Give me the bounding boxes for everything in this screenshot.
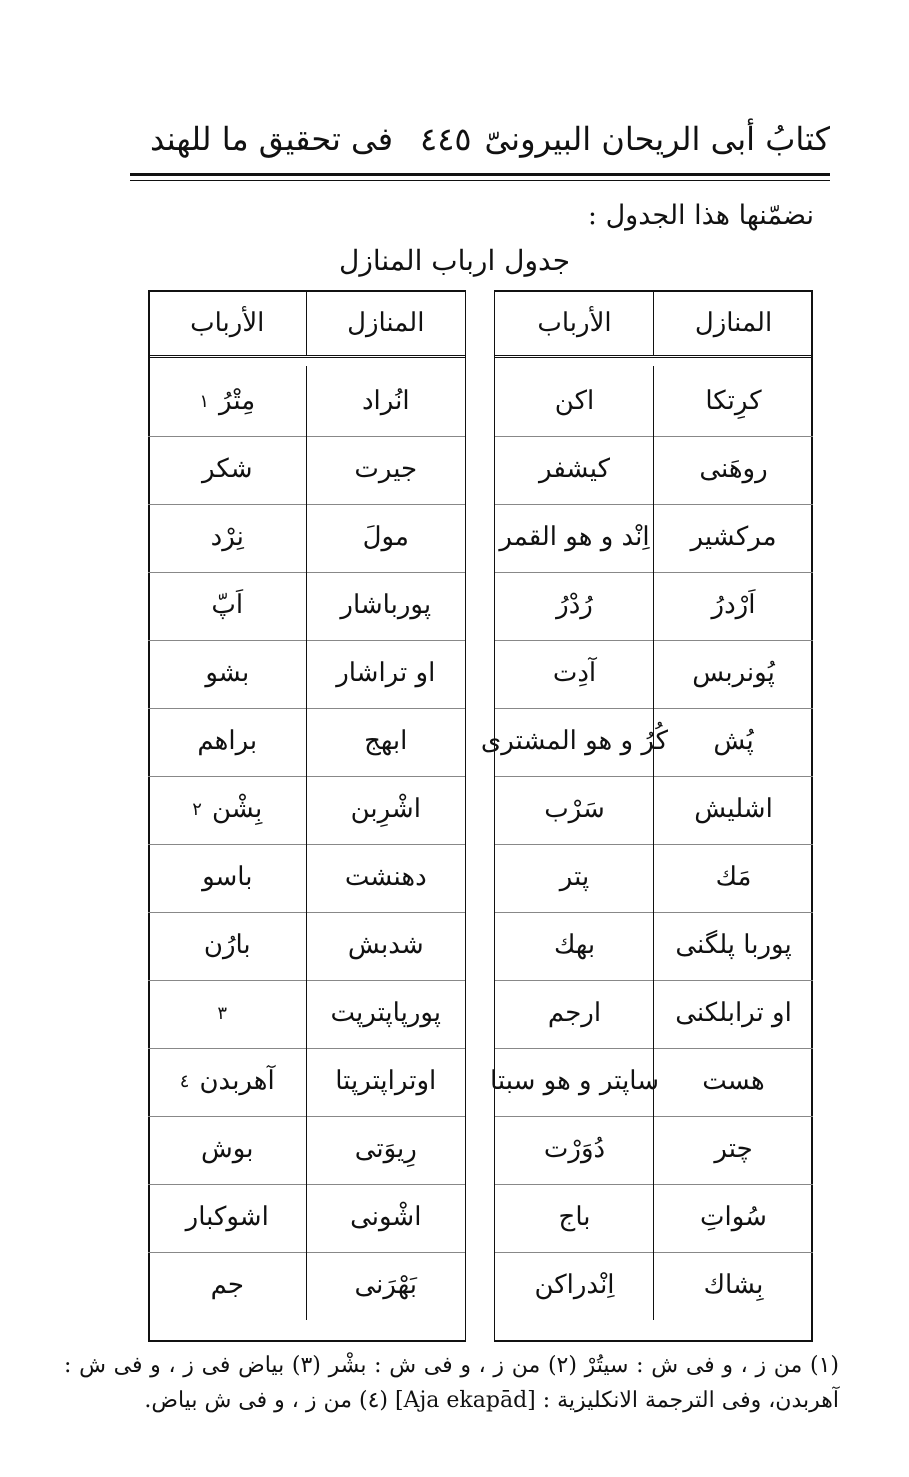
manzil-cell: [653, 842, 813, 912]
rabb-cell: [148, 502, 307, 572]
table-row: [495, 774, 813, 845]
rabb-name: باج: [558, 1202, 591, 1232]
rabb-name: بوش: [201, 1134, 254, 1164]
manzil-name: او تراشار: [336, 658, 436, 688]
manzil-cell: [306, 706, 466, 776]
footnote-marker: ٣: [217, 1002, 228, 1024]
rabb-name: شكر: [202, 454, 253, 484]
table-half-left: [148, 290, 465, 1342]
manzil-cell: [653, 502, 813, 572]
rabb-name: مِتْرُ: [219, 386, 256, 416]
rabb-cell: [148, 434, 307, 504]
header-manazil: المنازل: [653, 290, 813, 355]
rabb-cell: [148, 910, 307, 980]
manzil-name: پورپاپترپت: [330, 998, 442, 1028]
manzil-cell: [653, 434, 813, 504]
manzil-cell: [653, 638, 813, 708]
manzil-cell: [306, 502, 466, 572]
manzil-name: پُش: [713, 726, 754, 756]
rabb-cell: [495, 434, 654, 504]
manzil-cell: [306, 910, 466, 980]
table-row: [148, 502, 465, 573]
table-row: [148, 1114, 465, 1185]
manzil-name: مَك: [715, 862, 752, 892]
table-row: [148, 434, 465, 505]
table-row: [148, 638, 465, 709]
rabb-name: اِنْد و هو القمر: [499, 522, 650, 552]
manzil-name: ابهج: [364, 726, 408, 756]
manzil-name: روهَنى: [699, 454, 768, 484]
table-row: [148, 1250, 465, 1320]
rabb-name: اَپّ: [211, 590, 244, 620]
rabb-cell: [148, 1114, 307, 1184]
manzil-cell: [306, 1182, 466, 1252]
manzil-cell: [653, 910, 813, 980]
rabb-cell: [148, 1046, 307, 1116]
header-arbab: الأرباب: [537, 307, 612, 338]
manzil-cell: [653, 1250, 813, 1320]
rabb-cell: [495, 1250, 654, 1320]
manzil-name: سُواتِ: [700, 1202, 767, 1232]
manzil-name: كرِتكا: [705, 386, 762, 416]
rabb-name: نِرْد: [210, 522, 244, 552]
rabb-name: بهك: [553, 930, 596, 960]
lunar-mansions-table: [148, 290, 813, 1342]
table-body-left: [148, 366, 465, 1342]
rabb-name: باسو: [202, 862, 253, 892]
footnote-marker: ١: [199, 390, 210, 412]
rabb-cell: [495, 910, 654, 980]
manzil-name: بِشاك: [703, 1270, 764, 1300]
manzil-cell: [306, 434, 466, 504]
table-row: [495, 366, 813, 437]
rabb-name: سَرْب: [544, 794, 605, 824]
table-row: [495, 638, 813, 709]
rabb-cell: [148, 842, 307, 912]
manzil-cell: [306, 638, 466, 708]
rabb-name: رُدْرُ: [556, 590, 593, 620]
manzil-cell: [653, 366, 813, 436]
manzil-name: مولَ: [362, 522, 409, 552]
rabb-cell: [148, 366, 307, 436]
rabb-name: جم: [210, 1270, 244, 1300]
table-row: [495, 1114, 813, 1185]
rabb-cell: [495, 366, 654, 436]
rabb-cell: [495, 502, 654, 572]
header-manazil: المنازل: [306, 290, 466, 355]
manzil-name: اَرْدرُ: [711, 590, 756, 620]
table-row: [148, 774, 465, 845]
manzil-name: او ترابلكنى: [675, 998, 792, 1028]
rabb-name: دُوَرْت: [543, 1134, 606, 1164]
header-rule-thin: [130, 180, 830, 181]
rabb-cell: [148, 638, 307, 708]
manzil-name: رِيوَتى: [354, 1134, 417, 1164]
manzil-name: پُونربس: [692, 658, 775, 688]
rabb-cell: [148, 1182, 307, 1252]
rabb-name: ساپتر و هو سبتا: [489, 1066, 660, 1096]
rabb-name: بارُن: [203, 930, 251, 960]
table-row: [495, 434, 813, 505]
rabb-name: اِنْدراكن: [534, 1270, 615, 1300]
header-rule-thick: [130, 173, 830, 176]
manzil-cell: [653, 1182, 813, 1252]
table-row: [495, 842, 813, 913]
manzil-name: انُراد: [361, 386, 410, 416]
rabb-cell: [480, 706, 669, 776]
manzil-name: شدبش: [347, 930, 424, 960]
page-number: ٤٤٥: [420, 120, 472, 158]
table-row: [148, 366, 465, 437]
rabb-name: كيشفر: [539, 454, 610, 484]
rabb-cell: [148, 570, 307, 640]
rabb-cell: [148, 978, 307, 1048]
manzil-name: هست: [702, 1066, 765, 1096]
rabb-cell: [495, 842, 654, 912]
manzil-cell: [653, 570, 813, 640]
table-row: [495, 1182, 813, 1253]
table-row: [495, 502, 813, 573]
manzil-name: دهنشت: [344, 862, 427, 892]
table-header-row: [495, 290, 813, 358]
table-gutter: [465, 290, 495, 1342]
manzil-name: اشْرِبن: [350, 794, 421, 824]
manzil-cell: [306, 1114, 466, 1184]
table-row: [480, 706, 813, 777]
rabb-cell: [148, 774, 307, 844]
table-header-row: [148, 290, 465, 358]
table-title: جدول ارباب المنازل: [339, 244, 570, 277]
rabb-cell: [489, 1046, 660, 1116]
table-row: [148, 910, 465, 981]
table-row: [489, 1046, 813, 1117]
header-arbab: الأرباب: [190, 307, 265, 338]
rabb-cell: [495, 774, 654, 844]
footnote-text: (١) من ز ، و فى ش : سيتُرْ (٢) من ز ، و فى ش : بشْر (٣) بياض فى ز ، و فى ش : آهربدن، وفى الترجمة الانكليزية : [Aja ekapād] (٤) من ز ، و فى ش بياض.: [64, 1353, 839, 1413]
manzil-name: مركشير: [690, 522, 777, 552]
rabb-cell: [495, 1182, 654, 1252]
manzil-cell: [306, 570, 466, 640]
rabb-name: اكن: [554, 386, 595, 416]
manzil-cell: [306, 842, 466, 912]
rabb-cell: [148, 706, 307, 776]
rabb-cell: [148, 1250, 307, 1320]
rabb-name: بِشْن: [211, 794, 263, 824]
rabb-name: آدِت: [552, 658, 597, 688]
manzil-name: پورباشار: [340, 590, 432, 620]
table-row: [495, 978, 813, 1049]
table-row: [148, 706, 465, 777]
table-row: [495, 570, 813, 641]
manzil-name: پوربا پلگنى: [675, 930, 792, 960]
manzil-name: چتر: [714, 1134, 753, 1164]
manzil-cell: [306, 1046, 466, 1116]
table-row: [148, 978, 465, 1049]
rabb-cell: [495, 1114, 654, 1184]
footnote-marker: ٢: [192, 798, 202, 820]
manzil-name: بَهْرَنى: [354, 1270, 417, 1300]
rabb-cell: [495, 638, 654, 708]
rabb-cell: [495, 978, 654, 1048]
rabb-name: كُرُ و هو المشترى: [480, 726, 669, 756]
table-row: [495, 1250, 813, 1320]
footnote-marker: ٤: [179, 1070, 190, 1092]
manzil-name: اشليش: [694, 794, 773, 824]
rabb-name: آهربدن: [199, 1066, 275, 1096]
manzil-name: اشْونى: [350, 1202, 422, 1232]
manzil-cell: [653, 706, 813, 776]
table-row: [495, 910, 813, 981]
table-body-right: [480, 366, 813, 1342]
rabb-name: براهم: [197, 726, 258, 756]
table-row: [148, 1046, 465, 1117]
manzil-cell: [306, 366, 466, 436]
table-row: [148, 842, 465, 913]
manzil-name: جيرت: [354, 454, 418, 484]
table-row: [148, 570, 465, 641]
manzil-cell: [653, 978, 813, 1048]
book-title: كتابُ أبى الريحان البيرونىّ: [484, 120, 830, 158]
manzil-cell: [306, 774, 466, 844]
table-row: [148, 1182, 465, 1253]
rabb-name: ارجم: [547, 998, 602, 1028]
footnotes: [64, 1348, 839, 1418]
rabb-name: اشوكبار: [185, 1202, 269, 1232]
rabb-name: پتر: [559, 862, 590, 892]
manzil-cell: [653, 1114, 813, 1184]
intro-text: نضمّنها هذا الجدول :: [587, 200, 814, 231]
manzil-cell: [306, 1250, 466, 1320]
table-half-right: [480, 290, 813, 1342]
manzil-name: اوتراپترپتا: [335, 1066, 437, 1096]
book-subtitle: فى تحقيق ما للهند: [150, 120, 394, 158]
manzil-cell: [653, 1046, 813, 1116]
rabb-cell: [495, 570, 654, 640]
rabb-name: بشو: [205, 658, 250, 688]
manzil-cell: [653, 774, 813, 844]
manzil-cell: [306, 978, 466, 1048]
running-header: [130, 112, 830, 172]
